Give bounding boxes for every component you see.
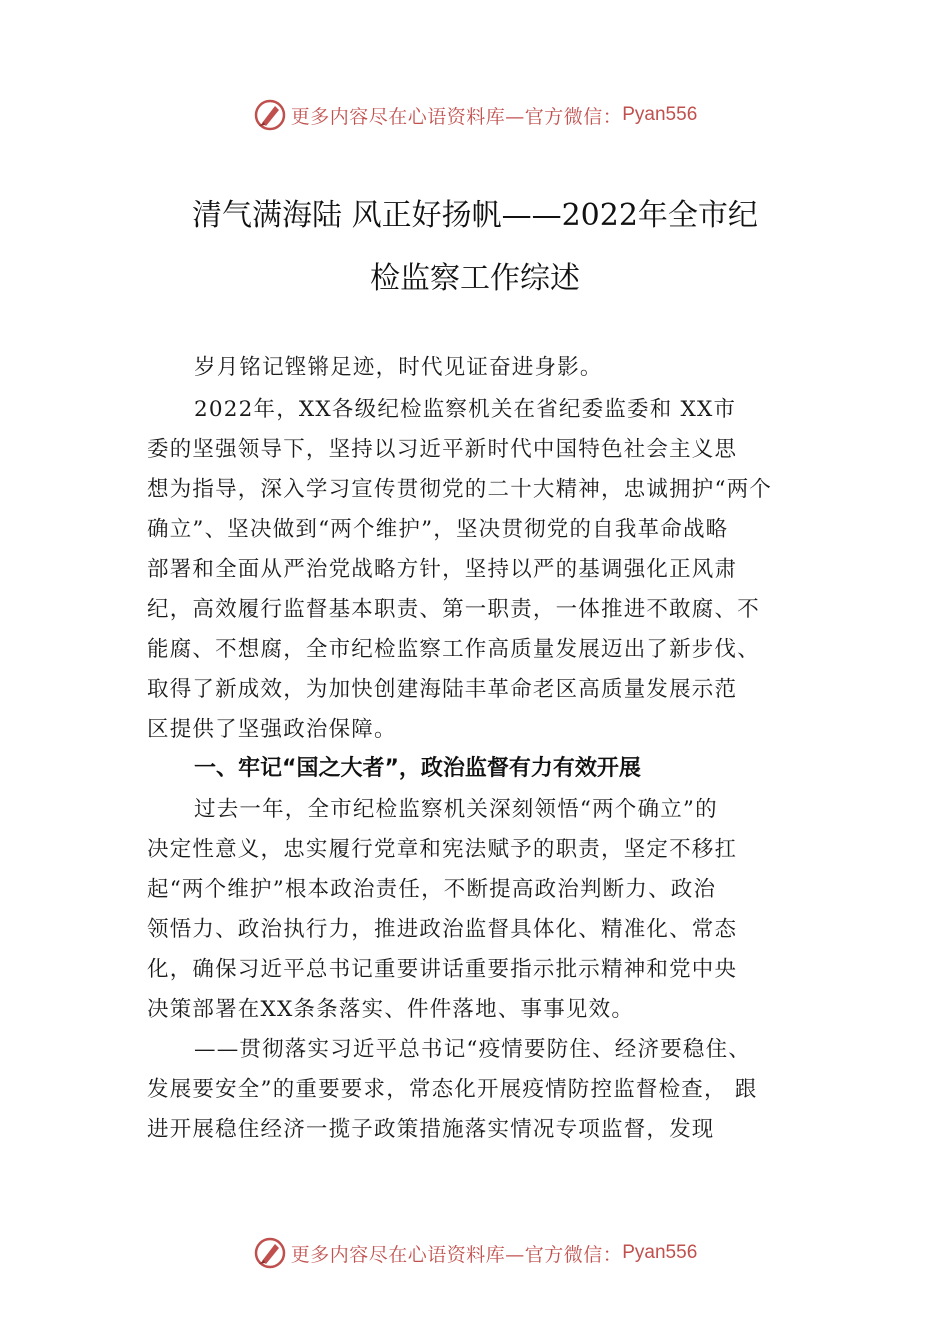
paragraph-line: 起“两个维护”根本政治责任，不断提高政治判断力、政治 [147, 877, 717, 902]
paragraph-line: 2022年，XX各级纪检监察机关在省纪委监委和 XX市 [194, 397, 737, 422]
pen-nib-logo-icon [253, 98, 287, 132]
paragraph-line: 取得了新成效，为加快创建海陆丰革命老区高质量发展示范 [147, 677, 738, 702]
paragraph-line: 发展要安全”的重要要求，常态化开展疫情防控监督检查， 跟 [147, 1077, 758, 1102]
header-banner [0, 95, 950, 135]
banner-wechat-id: Pyan556 [622, 104, 698, 125]
footer-banner [0, 1233, 950, 1273]
banner-wechat-id: Pyan556 [622, 1242, 698, 1263]
paragraph-line: 化，确保习近平总书记重要讲话重要指示批示精神和党中央 [147, 957, 738, 982]
paragraph-line: 区提供了坚强政治保障。 [147, 717, 397, 742]
pen-nib-logo-icon [253, 1236, 287, 1270]
banner-text: 更多内容尽在心语资料库—官方微信： [290, 1243, 623, 1266]
paragraph-line: 能腐、不想腐，全市纪检监察工作高质量发展迈出了新步伐、 [147, 637, 760, 662]
paragraph-line: 过去一年，全市纪检监察机关深刻领悟“两个确立”的 [194, 797, 718, 822]
paragraph-line: 决定性意义，忠实履行党章和宪法赋予的职责，坚定不移扛 [147, 837, 738, 862]
paragraph-line: 纪，高效履行监督基本职责、第一职责，一体推进不敢腐、不 [147, 597, 760, 622]
paragraph-line: ——贯彻落实习近平总书记“疫情要防住、经济要稳住、 [194, 1037, 751, 1062]
section-heading: 一、牢记“国之大者”，政治监督有力有效开展 [194, 756, 641, 781]
paragraph-line: 岁月铭记铿锵足迹，时代见证奋进身影。 [194, 355, 603, 380]
paragraph-line: 部署和全面从严治党战略方针，坚持以严的基调强化正风肃 [147, 557, 738, 582]
paragraph-line: 想为指导，深入学习宣传贯彻党的二十大精神，忠诚拥护“两个 [147, 477, 773, 502]
paragraph-line: 决策部署在XX条条落实、件件落地、事事见效。 [147, 997, 635, 1022]
paragraph-line: 领悟力、政治执行力，推进政治监督具体化、精准化、常态 [147, 917, 738, 942]
paragraph-line: 进开展稳住经济一揽子政策措施落实情况专项监督，发现 [147, 1117, 715, 1142]
document-title-line-2: 检监察工作综述 [370, 261, 580, 296]
paragraph-line: 确立”、坚决做到“两个维护”，坚决贯彻党的自我革命战略 [147, 517, 729, 542]
document-title-line-1: 清气满海陆 风正好扬帆——2022年全市纪 [192, 198, 758, 233]
paragraph-line: 委的坚强领导下，坚持以习近平新时代中国特色社会主义思 [147, 437, 738, 462]
banner-text: 更多内容尽在心语资料库—官方微信： [290, 105, 623, 128]
